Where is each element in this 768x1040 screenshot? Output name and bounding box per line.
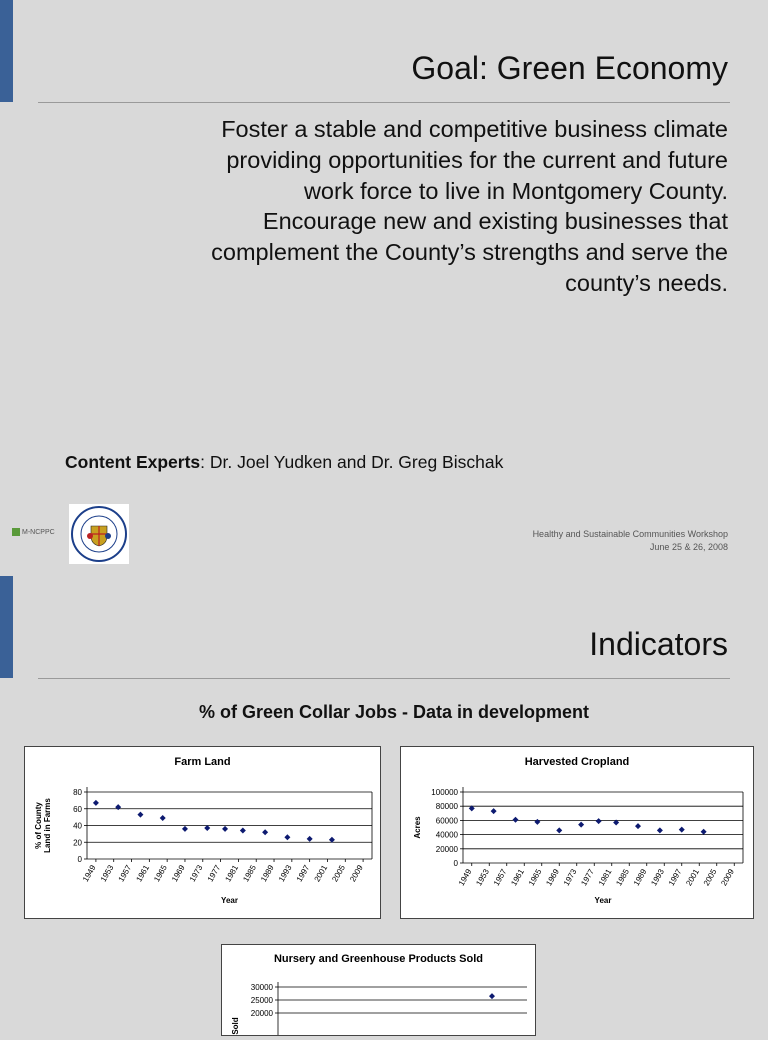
data-point bbox=[329, 837, 335, 843]
x-tick-label: 1989 bbox=[631, 867, 649, 888]
data-point bbox=[137, 812, 143, 818]
data-point bbox=[307, 836, 313, 842]
x-tick-label: 1989 bbox=[259, 863, 276, 884]
data-point bbox=[556, 827, 562, 833]
x-tick-label: 1953 bbox=[474, 867, 491, 888]
x-tick-label: 2009 bbox=[348, 863, 365, 884]
x-tick-label: 1969 bbox=[170, 863, 187, 884]
data-point bbox=[534, 819, 540, 825]
data-point bbox=[491, 808, 497, 814]
goal-description: Foster a stable and competitive business climate providing opportunities for the current and future work force to live in Montgomery County. Encourage new and existing businesses that complement the County’s strengths and serve the county’s needs. bbox=[211, 116, 728, 296]
harvested-cropland-chart-svg bbox=[401, 747, 753, 918]
workshop-date: June 25 & 26, 2008 bbox=[649, 542, 728, 552]
y-tick-label: 100000 bbox=[431, 788, 458, 797]
x-tick-label: 1993 bbox=[276, 863, 294, 884]
content-experts bbox=[65, 452, 503, 473]
mncppc-logo bbox=[12, 528, 55, 536]
data-point bbox=[679, 827, 685, 833]
x-tick-label: 2001 bbox=[684, 867, 701, 888]
slide-accent-bar bbox=[0, 0, 13, 102]
x-tick-label: 2005 bbox=[701, 867, 719, 888]
farm-land-chart bbox=[24, 746, 381, 919]
x-tick-label: 1985 bbox=[241, 863, 258, 884]
x-tick-label: 1997 bbox=[666, 867, 684, 888]
nursery-greenhouse-chart-svg bbox=[222, 945, 535, 1035]
y-tick-label: 20000 bbox=[250, 1009, 273, 1018]
y-axis-label: % of CountyLand in Farms bbox=[34, 798, 52, 853]
data-point bbox=[657, 827, 663, 833]
x-tick-label: 1977 bbox=[205, 863, 223, 884]
data-point bbox=[596, 818, 602, 824]
x-tick-label: 2009 bbox=[719, 867, 736, 888]
x-tick-label: 1949 bbox=[456, 867, 474, 888]
mncppc-logo-text: M-NCPPC bbox=[22, 528, 55, 536]
harvested-cropland-chart bbox=[400, 746, 754, 919]
experts-names: : Dr. Joel Yudken and Dr. Greg Bischak bbox=[200, 452, 504, 472]
y-tick-label: 30000 bbox=[250, 983, 273, 992]
data-point bbox=[635, 823, 641, 829]
y-tick-label: 25000 bbox=[250, 996, 273, 1005]
data-point bbox=[204, 825, 210, 831]
y-tick-label: 80000 bbox=[435, 802, 458, 812]
slide-title-goal: Goal: Green Economy bbox=[411, 50, 728, 86]
data-point bbox=[578, 822, 584, 828]
y-axis-label: Sold bbox=[231, 1017, 240, 1035]
x-tick-label: 2001 bbox=[312, 863, 330, 884]
x-axis-label: Year bbox=[594, 896, 612, 905]
data-point bbox=[701, 829, 707, 835]
y-tick-label: 20000 bbox=[435, 844, 458, 854]
experts-label: Content Experts bbox=[65, 452, 201, 472]
x-tick-label: 1973 bbox=[561, 867, 579, 888]
x-tick-label: 1997 bbox=[294, 863, 312, 884]
y-tick-label: 20 bbox=[73, 838, 82, 848]
x-tick-label: 1973 bbox=[187, 863, 205, 884]
chart-title: Harvested Cropland bbox=[524, 756, 630, 768]
x-axis-label: Year bbox=[221, 896, 238, 905]
slide-title-indicators: Indicators bbox=[589, 626, 728, 662]
x-tick-label: 1961 bbox=[509, 867, 526, 888]
title-divider-2 bbox=[38, 678, 730, 679]
data-point bbox=[115, 804, 121, 810]
mncppc-logo-icon bbox=[12, 528, 20, 536]
data-point bbox=[262, 829, 268, 835]
y-tick-label: 40000 bbox=[435, 830, 458, 840]
title-divider bbox=[38, 102, 730, 103]
x-tick-label: 1957 bbox=[491, 867, 509, 888]
y-tick-label: 60000 bbox=[435, 816, 458, 826]
data-point bbox=[240, 828, 246, 834]
data-point bbox=[93, 800, 99, 806]
y-axis-label: Acres bbox=[413, 816, 422, 839]
data-point bbox=[160, 815, 166, 821]
x-tick-label: 1961 bbox=[134, 863, 152, 884]
data-point bbox=[182, 826, 188, 832]
x-tick-label: 1981 bbox=[223, 863, 241, 884]
x-tick-label: 1981 bbox=[596, 867, 614, 888]
y-tick-label: 60 bbox=[73, 804, 82, 814]
data-point bbox=[513, 817, 519, 823]
y-tick-label: 0 bbox=[453, 859, 458, 868]
x-tick-label: 1953 bbox=[98, 863, 116, 884]
slide-accent-bar-2 bbox=[0, 576, 13, 678]
x-tick-label: 1977 bbox=[579, 867, 596, 888]
y-tick-label: 0 bbox=[77, 855, 82, 864]
workshop-name: Healthy and Sustainable Communities Workshop bbox=[532, 529, 728, 539]
county-seal bbox=[69, 504, 129, 564]
nursery-greenhouse-chart bbox=[221, 944, 536, 1036]
x-tick-label: 1965 bbox=[526, 867, 544, 888]
x-tick-label: 1993 bbox=[649, 867, 666, 888]
y-tick-label: 40 bbox=[73, 821, 82, 831]
workshop-caption bbox=[533, 528, 728, 554]
x-tick-label: 1969 bbox=[544, 867, 561, 888]
chart-title: Nursery and Greenhouse Products Sold bbox=[273, 953, 484, 965]
y-tick-label: 80 bbox=[73, 788, 82, 797]
x-tick-label: 1985 bbox=[614, 867, 631, 888]
x-tick-label: 1949 bbox=[80, 863, 98, 884]
chart-title: Farm Land bbox=[174, 756, 231, 768]
x-tick-label: 2005 bbox=[330, 863, 348, 884]
indicators-subtitle: % of Green Collar Jobs - Data in development bbox=[198, 702, 590, 722]
data-point bbox=[489, 993, 495, 999]
data-point bbox=[284, 834, 290, 840]
x-tick-label: 1957 bbox=[116, 863, 134, 884]
farm-land-chart-svg bbox=[25, 747, 380, 918]
data-point bbox=[222, 826, 228, 832]
x-tick-label: 1965 bbox=[152, 863, 169, 884]
